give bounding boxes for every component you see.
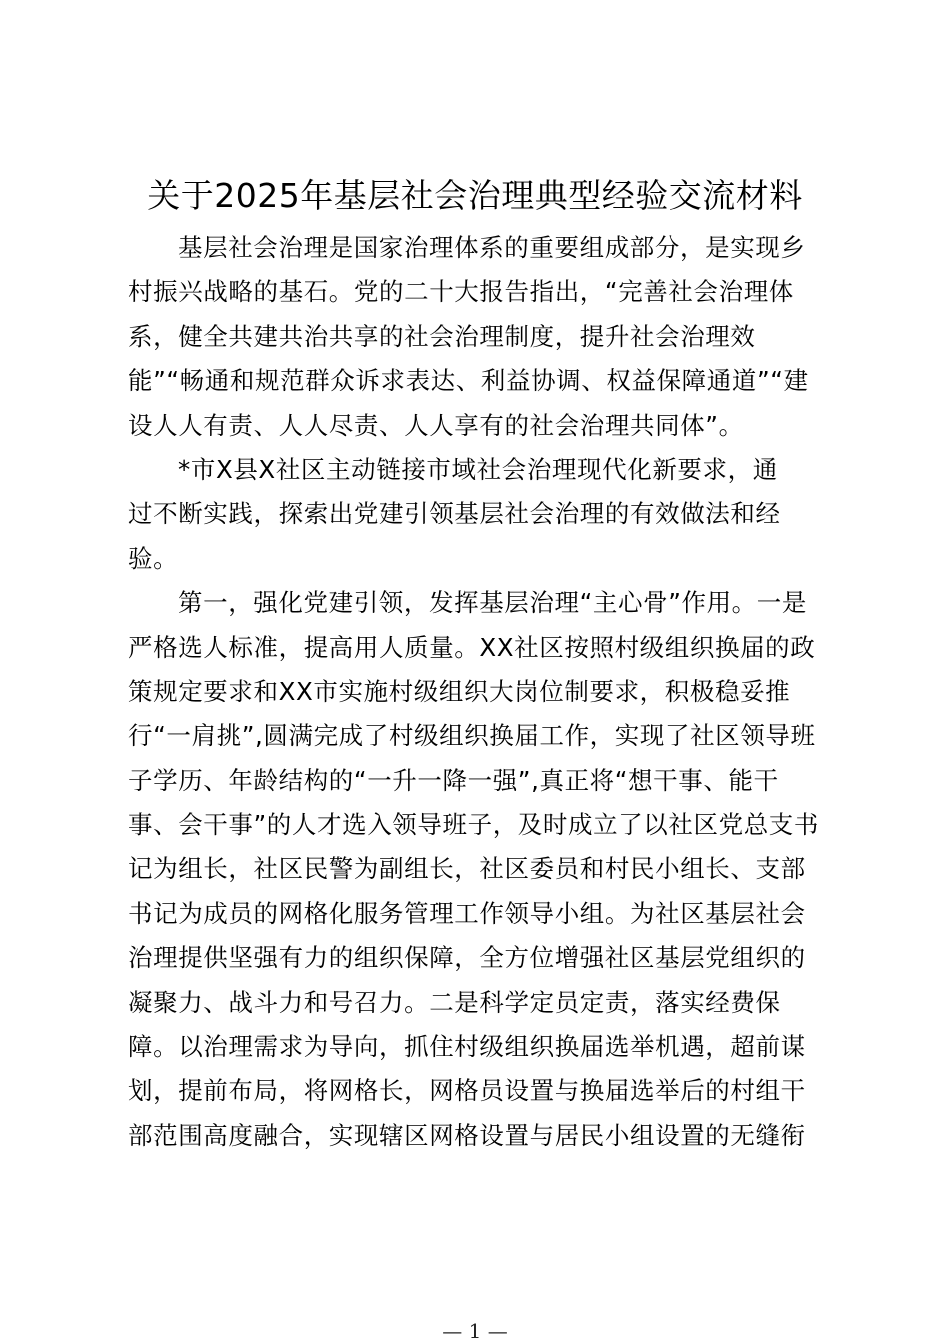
- text-line: 书记为成员的网格化服务管理工作领导小组。为社区基层社会: [128, 898, 806, 928]
- text-line: 子学历、年龄结构的“一升一降一强”,真正将“想干事、能干: [128, 765, 779, 795]
- paragraph: [128, 226, 828, 448]
- text-line: 划，提前布局，将网格长，网格员设置与换届选举后的村组干: [128, 1076, 806, 1106]
- text-line: 障。以治理需求为导向，抓住村级组织换届选举机遇，超前谋: [128, 1032, 806, 1062]
- document-body: [128, 226, 828, 1158]
- text-line: *市X县X社区主动链接市域社会治理现代化新要求，通: [178, 454, 778, 484]
- text-line: 事、会干事”的人才选入领导班子，及时成立了以社区党总支书: [128, 810, 819, 840]
- paragraph: [128, 581, 828, 1158]
- paragraph: [128, 448, 828, 581]
- text-line: 第一，强化党建引领，发挥基层治理“主心骨”作用。一是: [178, 588, 807, 618]
- text-line: 村振兴战略的基石。党的二十大报告指出，“完善社会治理体: [128, 277, 794, 307]
- text-line: 设人人有责、人人尽责、人人享有的社会治理共同体”。: [128, 410, 744, 440]
- text-line: 策规定要求和XX市实施村级组织大岗位制要求，积极稳妥推: [128, 676, 791, 706]
- text-line: 凝聚力、战斗力和号召力。二是科学定员定责，落实经费保: [128, 987, 781, 1017]
- text-line: 治理提供坚强有力的组织保障，全方位增强社区基层党组织的: [128, 943, 806, 973]
- text-line: 系，健全共建共治共享的社会治理制度，提升社会治理效: [128, 321, 756, 351]
- page-number: — 1 —: [442, 1319, 508, 1343]
- text-line: 记为组长，社区民警为副组长，社区委员和村民小组长、支部: [128, 854, 806, 884]
- text-line: 严格选人标准，提高用人质量。XX社区按照村级组织换届的政: [128, 632, 816, 662]
- text-line: 行“一肩挑”,圆满完成了村级组织换届工作，实现了社区领导班: [128, 721, 816, 751]
- text-line: 验。: [128, 543, 179, 573]
- text-line: 能”“畅通和规范群众诉求表达、利益协调、权益保障通道”“建: [128, 366, 809, 396]
- text-line: 基层社会治理是国家治理体系的重要组成部分，是实现乡: [178, 233, 806, 262]
- document-title: 关于2025年基层社会治理典型经验交流材料: [147, 176, 803, 215]
- text-line: 部范围高度融合，实现辖区网格设置与居民小组设置的无缝衔: [128, 1120, 806, 1150]
- text-line: 过不断实践，探索出党建引领基层社会治理的有效做法和经: [128, 499, 781, 529]
